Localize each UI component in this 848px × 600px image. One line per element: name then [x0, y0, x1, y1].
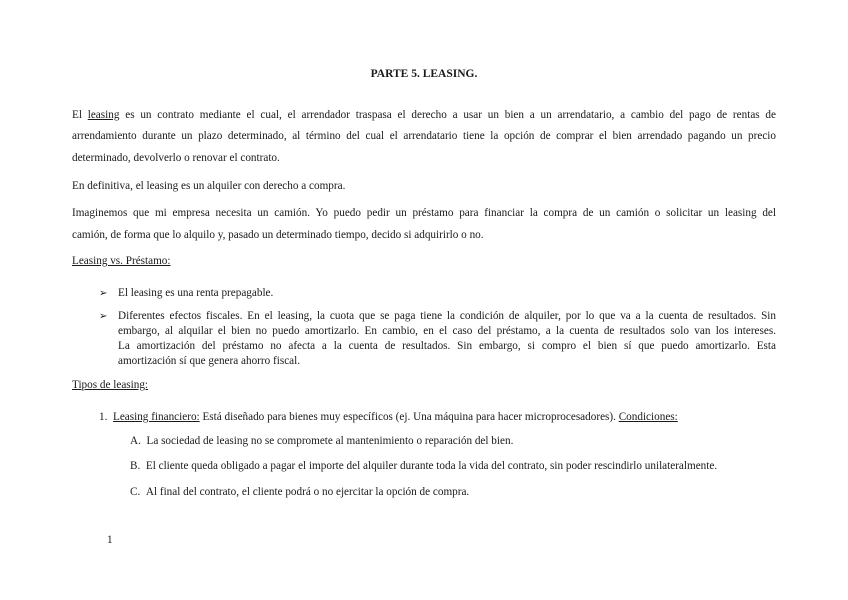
intro-text: es un contrato mediante el cual, el arrendador traspasa el derecho a usar un bien a un arrendatario, a cambio del pago de rentas de: [119, 109, 776, 121]
section-heading-types: Tipos de leasing:: [72, 379, 149, 391]
sub-item-label: C.: [130, 486, 141, 498]
list-number: 1.: [99, 411, 108, 423]
arrow-bullet-icon: ➢: [99, 288, 108, 299]
sub-item-label: B.: [130, 460, 141, 472]
leasing-financiero-term: Leasing financiero:: [112, 411, 200, 423]
bullet-item-2-line-1: Diferentes efectos fiscales. En el leasing, la cuota que se paga tiene la condición de alquiler, por lo que va a la cuenta de resultados. Sin: [118, 310, 776, 322]
leasing-term: leasing: [87, 109, 120, 121]
sub-item-label: A.: [130, 435, 141, 447]
sub-item-text: El cliente queda obligado a pagar el importe del alquiler durante toda la vida del contrato, sin poder rescindirlo unilateralmente.: [145, 460, 718, 472]
list-item-1: [99, 411, 678, 423]
page-number: 1: [107, 534, 113, 546]
bullet-item-2-line-3: La amortización del préstamo no afecta a la cuenta de resultados. Sin embargo, si compro el bien sí que puedo amortizarlo. Esta: [118, 340, 776, 352]
intro-line-1: [72, 109, 776, 121]
sub-item-text: Al final del contrato, el cliente podrá o no ejercitar la opción de compra.: [145, 486, 470, 498]
page-title: PARTE 5. LEASING.: [370, 68, 478, 80]
intro-line-3: determinado, devolverlo o renovar el contrato.: [72, 152, 280, 164]
example-line-1: Imaginemos que mi empresa necesita un camión. Yo puedo pedir un préstamo para financiar la compra de un camión o solicitar un leasing del: [72, 207, 776, 219]
sub-item-c: [130, 486, 469, 498]
definition-paragraph: En definitiva, el leasing es un alquiler con derecho a compra.: [72, 180, 346, 192]
sub-item-b: [130, 460, 717, 472]
section-heading-vs: Leasing vs. Préstamo:: [72, 255, 171, 267]
sub-item-text: La sociedad de leasing no se compromete al mantenimiento o reparación del bien.: [146, 435, 514, 447]
bullet-item-1: El leasing es una renta prepagable.: [118, 287, 274, 299]
arrow-bullet-icon: ➢: [99, 311, 108, 322]
conditions-label: Condiciones:: [618, 411, 678, 423]
bullet-item-2-line-4: amortización sí que genera ahorro fiscal.: [118, 355, 301, 367]
list-item-text: Está diseñado para bienes muy específicos (ej. Una máquina para hacer microprocesadores).: [199, 411, 619, 423]
intro-line-2: arrendamiento durante un plazo determinado, al término del cual el arrendatario tiene la opción de comprar el bien arrendado pagando un precio: [72, 130, 776, 142]
sub-item-a: [130, 435, 513, 447]
bullet-item-2-line-2: embargo, al alquilar el bien no puedo amortizarlo. En cambio, en el caso del préstamo, a la cuenta de resultados solo van los intereses.: [118, 325, 776, 337]
intro-text: El: [72, 109, 88, 121]
example-line-2: camión, de forma que lo alquilo y, pasado un determinado tiempo, decido si adquirirlo o no.: [72, 229, 484, 241]
